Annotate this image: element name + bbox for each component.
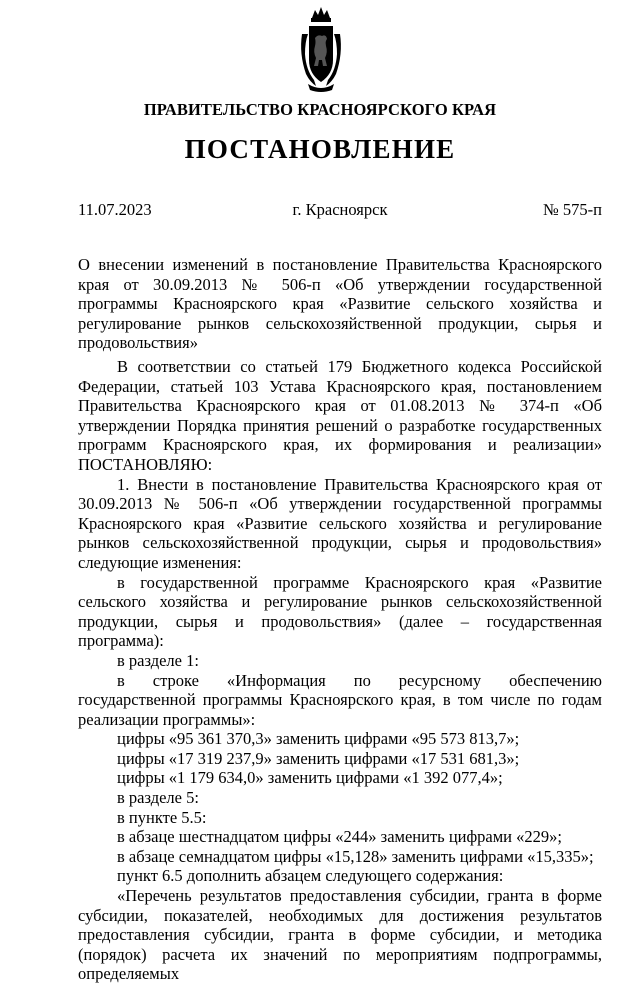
document-subject: О внесении изменений в постановление Правительства Красноярского края от 30.09.2013 № 506-п «Об утверждении государственной программы Красноярского края «Развитие сельского хозяйства и регулирование рынков сельскохозяйственной продукции, сырья и продовольствия»: [78, 255, 602, 353]
body-paragraph: пункт 6.5 дополнить абзацем следующего содержания:: [117, 866, 504, 886]
document-number: № 575-п: [543, 200, 602, 219]
krasnoyarsk-coat-of-arms-icon: [296, 4, 346, 94]
body-paragraph: «Перечень результатов предоставления субсидии, гранта в форме субсидии, показателей, необходимых для достижения результатов предоставления субсидии, гранта в форме субсидии, и методика (порядок) расчета их значений по мероприятиям подпрограммы, определяемых: [78, 886, 602, 984]
body-paragraph: 1. Внести в постановление Правительства Красноярского края от 30.09.2013 № 506-п «Об утверждении государственной программы Красноярского края «Развитие сельского хозяйства и регулирование рынков сельскохозяйственной продукции, сырья и продовольствия» следующие изменения:: [78, 474, 602, 572]
government-title: ПРАВИТЕЛЬСТВО КРАСНОЯРСКОГО КРАЯ: [143, 100, 497, 119]
body-paragraph: в разделе 5:: [117, 788, 199, 808]
body-paragraph: В соответствии со статьей 179 Бюджетного кодекса Российской Федерации, статьей 103 Устава Красноярского края, постановлением Правительства Красноярского края от 01.08.2013 № 374-п «Об утверждении Порядка принятия решений о разработке государственных программ Красноярского края, их формирования и реализации» ПОСТАНОВЛЯЮ:: [78, 357, 602, 474]
document-type-title: ПОСТАНОВЛЕНИЕ: [184, 134, 456, 164]
body-paragraph: в абзаце семнадцатом цифры «15,128» заменить цифрами «15,335»;: [117, 846, 594, 866]
body-paragraph: в абзаце шестнадцатом цифры «244» заменить цифрами «229»;: [117, 827, 562, 847]
document-city: г. Красноярск: [292, 200, 388, 219]
body-paragraph: цифры «1 179 634,0» заменить цифрами «1 392 077,4»;: [117, 768, 503, 788]
body-paragraph: в строке «Информация по ресурсному обеспечению государственной программы Красноярского края, в том числе по годам реализации программы»:: [78, 670, 602, 729]
body-paragraph: цифры «95 361 370,3» заменить цифрами «95 573 813,7»;: [117, 729, 520, 749]
body-paragraph: в пункте 5.5:: [117, 807, 207, 827]
body-paragraph: цифры «17 319 237,9» заменить цифрами «17 531 681,3»;: [117, 748, 520, 768]
document-date: 11.07.2023: [78, 200, 152, 219]
document-body: [78, 357, 602, 984]
body-paragraph: в государственной программе Красноярского края «Развитие сельского хозяйства и регулирование рынков сельскохозяйственной продукции, сырья и продовольствия» (далее – государственная программа):: [78, 572, 602, 651]
body-paragraph: в разделе 1:: [117, 650, 199, 670]
